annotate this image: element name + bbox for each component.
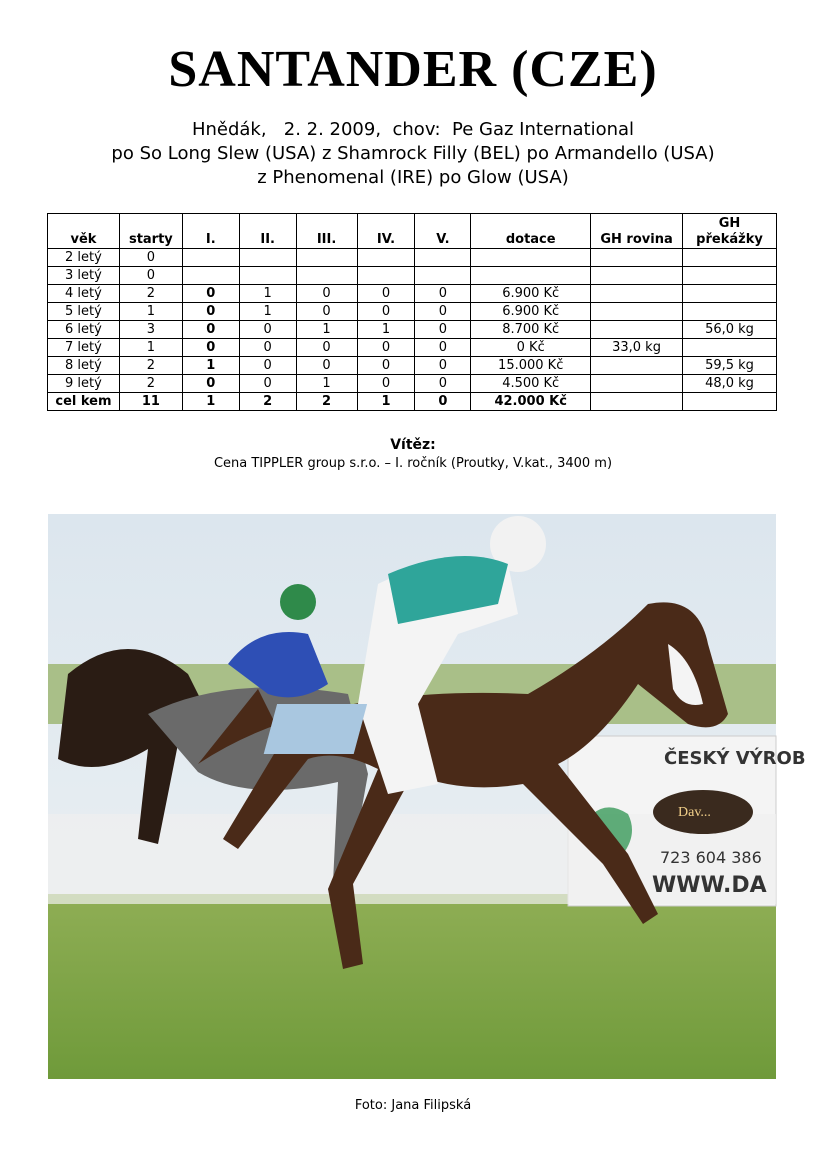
table-cell — [591, 267, 683, 285]
table-header-row — [48, 214, 777, 249]
table-cell — [471, 249, 591, 267]
table-cell: 2 — [119, 285, 182, 303]
pedigree-line-1: Hnědák, 2. 2. 2009, chov: Pe Gaz International — [191, 119, 635, 140]
table-cell: 48,0 kg — [682, 375, 776, 393]
table-cell: 0 — [357, 357, 415, 375]
table-total-cell: 1 — [182, 393, 239, 411]
table-cell: 0 — [357, 285, 415, 303]
table-cell: 0 — [296, 339, 357, 357]
header-gh-jumps: GH překážky — [682, 214, 776, 249]
table-cell: 1 — [239, 303, 296, 321]
table-row — [48, 267, 777, 285]
table-row — [48, 303, 777, 321]
table-total-cell — [682, 393, 776, 411]
header-second: II. — [239, 214, 296, 249]
table-cell — [182, 249, 239, 267]
table-cell: 0 — [415, 285, 471, 303]
table-cell: 6 letý — [48, 321, 120, 339]
table-cell: 0 — [182, 303, 239, 321]
table-row — [48, 357, 777, 375]
table-total-cell: cel kem — [48, 393, 120, 411]
table-cell: 4 letý — [48, 285, 120, 303]
table-cell: 0 — [296, 357, 357, 375]
table-cell: 0 — [182, 321, 239, 339]
table-cell: 0 — [239, 339, 296, 357]
table-cell: 0 — [182, 285, 239, 303]
header-first: I. — [182, 214, 239, 249]
table-cell — [591, 357, 683, 375]
table-cell — [682, 339, 776, 357]
table-cell — [682, 249, 776, 267]
table-cell — [415, 249, 471, 267]
header-third: III. — [296, 214, 357, 249]
table-total-cell: 2 — [296, 393, 357, 411]
table-total-cell: 1 — [357, 393, 415, 411]
table-cell — [415, 267, 471, 285]
table-cell: 0 — [415, 357, 471, 375]
table-cell — [296, 249, 357, 267]
table-row — [48, 321, 777, 339]
table-cell — [591, 303, 683, 321]
table-cell: 33,0 kg — [591, 339, 683, 357]
table-cell: 0 — [296, 285, 357, 303]
table-cell: 1 — [296, 321, 357, 339]
table-cell: 1 — [357, 321, 415, 339]
table-row — [48, 339, 777, 357]
table-total-cell — [591, 393, 683, 411]
table-total-cell: 11 — [119, 393, 182, 411]
table-cell: 0 — [415, 375, 471, 393]
pedigree-block — [0, 118, 826, 190]
table-cell: 2 letý — [48, 249, 120, 267]
table-cell: 0 — [119, 249, 182, 267]
table-cell: 2 — [119, 357, 182, 375]
winner-label: Vítěz: — [390, 437, 436, 453]
table-cell: 0 — [239, 357, 296, 375]
photo-caption: Foto: Jana Filipská — [354, 1098, 472, 1113]
banner-web: WWW.DA — [652, 873, 767, 898]
table-cell: 8 letý — [48, 357, 120, 375]
table-cell — [239, 249, 296, 267]
table-cell — [296, 267, 357, 285]
table-cell: 1 — [239, 285, 296, 303]
table-cell — [357, 249, 415, 267]
table-cell: 8.700 Kč — [471, 321, 591, 339]
pedigree-line-3: z Phenomenal (IRE) po Glow (USA) — [257, 167, 569, 188]
table-cell: 0 — [357, 375, 415, 393]
table-total-row — [48, 393, 777, 411]
table-total-cell: 42.000 Kč — [471, 393, 591, 411]
table-cell: 59,5 kg — [682, 357, 776, 375]
table-cell: 7 letý — [48, 339, 120, 357]
table-cell: 0 — [296, 303, 357, 321]
table-cell: 1 — [119, 303, 182, 321]
table-cell: 0 — [415, 339, 471, 357]
pedigree-line-2: po So Long Slew (USA) z Shamrock Filly (BEL) po Armandello (USA) — [111, 143, 715, 164]
table-cell: 0 — [357, 303, 415, 321]
table-cell: 15.000 Kč — [471, 357, 591, 375]
table-cell: 5 letý — [48, 303, 120, 321]
table-cell: 0 — [239, 321, 296, 339]
header-age: věk — [48, 214, 120, 249]
table-cell: 1 — [182, 357, 239, 375]
table-cell: 0 — [357, 339, 415, 357]
race-statistics-table — [47, 213, 777, 411]
table-cell: 0 — [182, 375, 239, 393]
table-cell: 6.900 Kč — [471, 285, 591, 303]
table-cell — [591, 321, 683, 339]
table-cell — [591, 375, 683, 393]
table-cell: 0 — [119, 267, 182, 285]
table-row — [48, 249, 777, 267]
table-row — [48, 285, 777, 303]
table-cell — [682, 303, 776, 321]
table-cell: 0 Kč — [471, 339, 591, 357]
table-cell: 0 — [182, 339, 239, 357]
table-cell — [471, 267, 591, 285]
race-photo — [48, 514, 806, 1079]
banner-phone: 723 604 386 — [660, 848, 762, 867]
table-cell: 6.900 Kč — [471, 303, 591, 321]
table-cell — [239, 267, 296, 285]
table-cell — [591, 285, 683, 303]
table-cell: 0 — [239, 375, 296, 393]
horse-title: SANTANDER (CZE) — [168, 41, 658, 98]
header-prize: dotace — [471, 214, 591, 249]
table-cell: 3 — [119, 321, 182, 339]
banner-top-text: ČESKÝ VÝROB — [664, 748, 806, 769]
table-cell — [591, 249, 683, 267]
table-total-cell: 0 — [415, 393, 471, 411]
winner-race: Cena TIPPLER group s.r.o. – I. ročník (Proutky, V.kat., 3400 m) — [213, 456, 613, 471]
table-cell: 2 — [119, 375, 182, 393]
sponsor-logo-text: Dav... — [678, 805, 711, 820]
header-starts: starty — [119, 214, 182, 249]
table-cell: 0 — [415, 321, 471, 339]
header-fourth: IV. — [357, 214, 415, 249]
table-cell: 3 letý — [48, 267, 120, 285]
table-cell — [182, 267, 239, 285]
header-gh-flat: GH rovina — [591, 214, 683, 249]
table-row — [48, 375, 777, 393]
race-photo-illustration — [48, 514, 806, 1079]
table-cell: 4.500 Kč — [471, 375, 591, 393]
table-cell — [682, 267, 776, 285]
header-fifth: V. — [415, 214, 471, 249]
table-cell: 1 — [296, 375, 357, 393]
table-cell: 1 — [119, 339, 182, 357]
table-cell — [682, 285, 776, 303]
table-total-cell: 2 — [239, 393, 296, 411]
table-cell: 0 — [415, 303, 471, 321]
table-cell: 9 letý — [48, 375, 120, 393]
table-cell: 56,0 kg — [682, 321, 776, 339]
table-cell — [357, 267, 415, 285]
